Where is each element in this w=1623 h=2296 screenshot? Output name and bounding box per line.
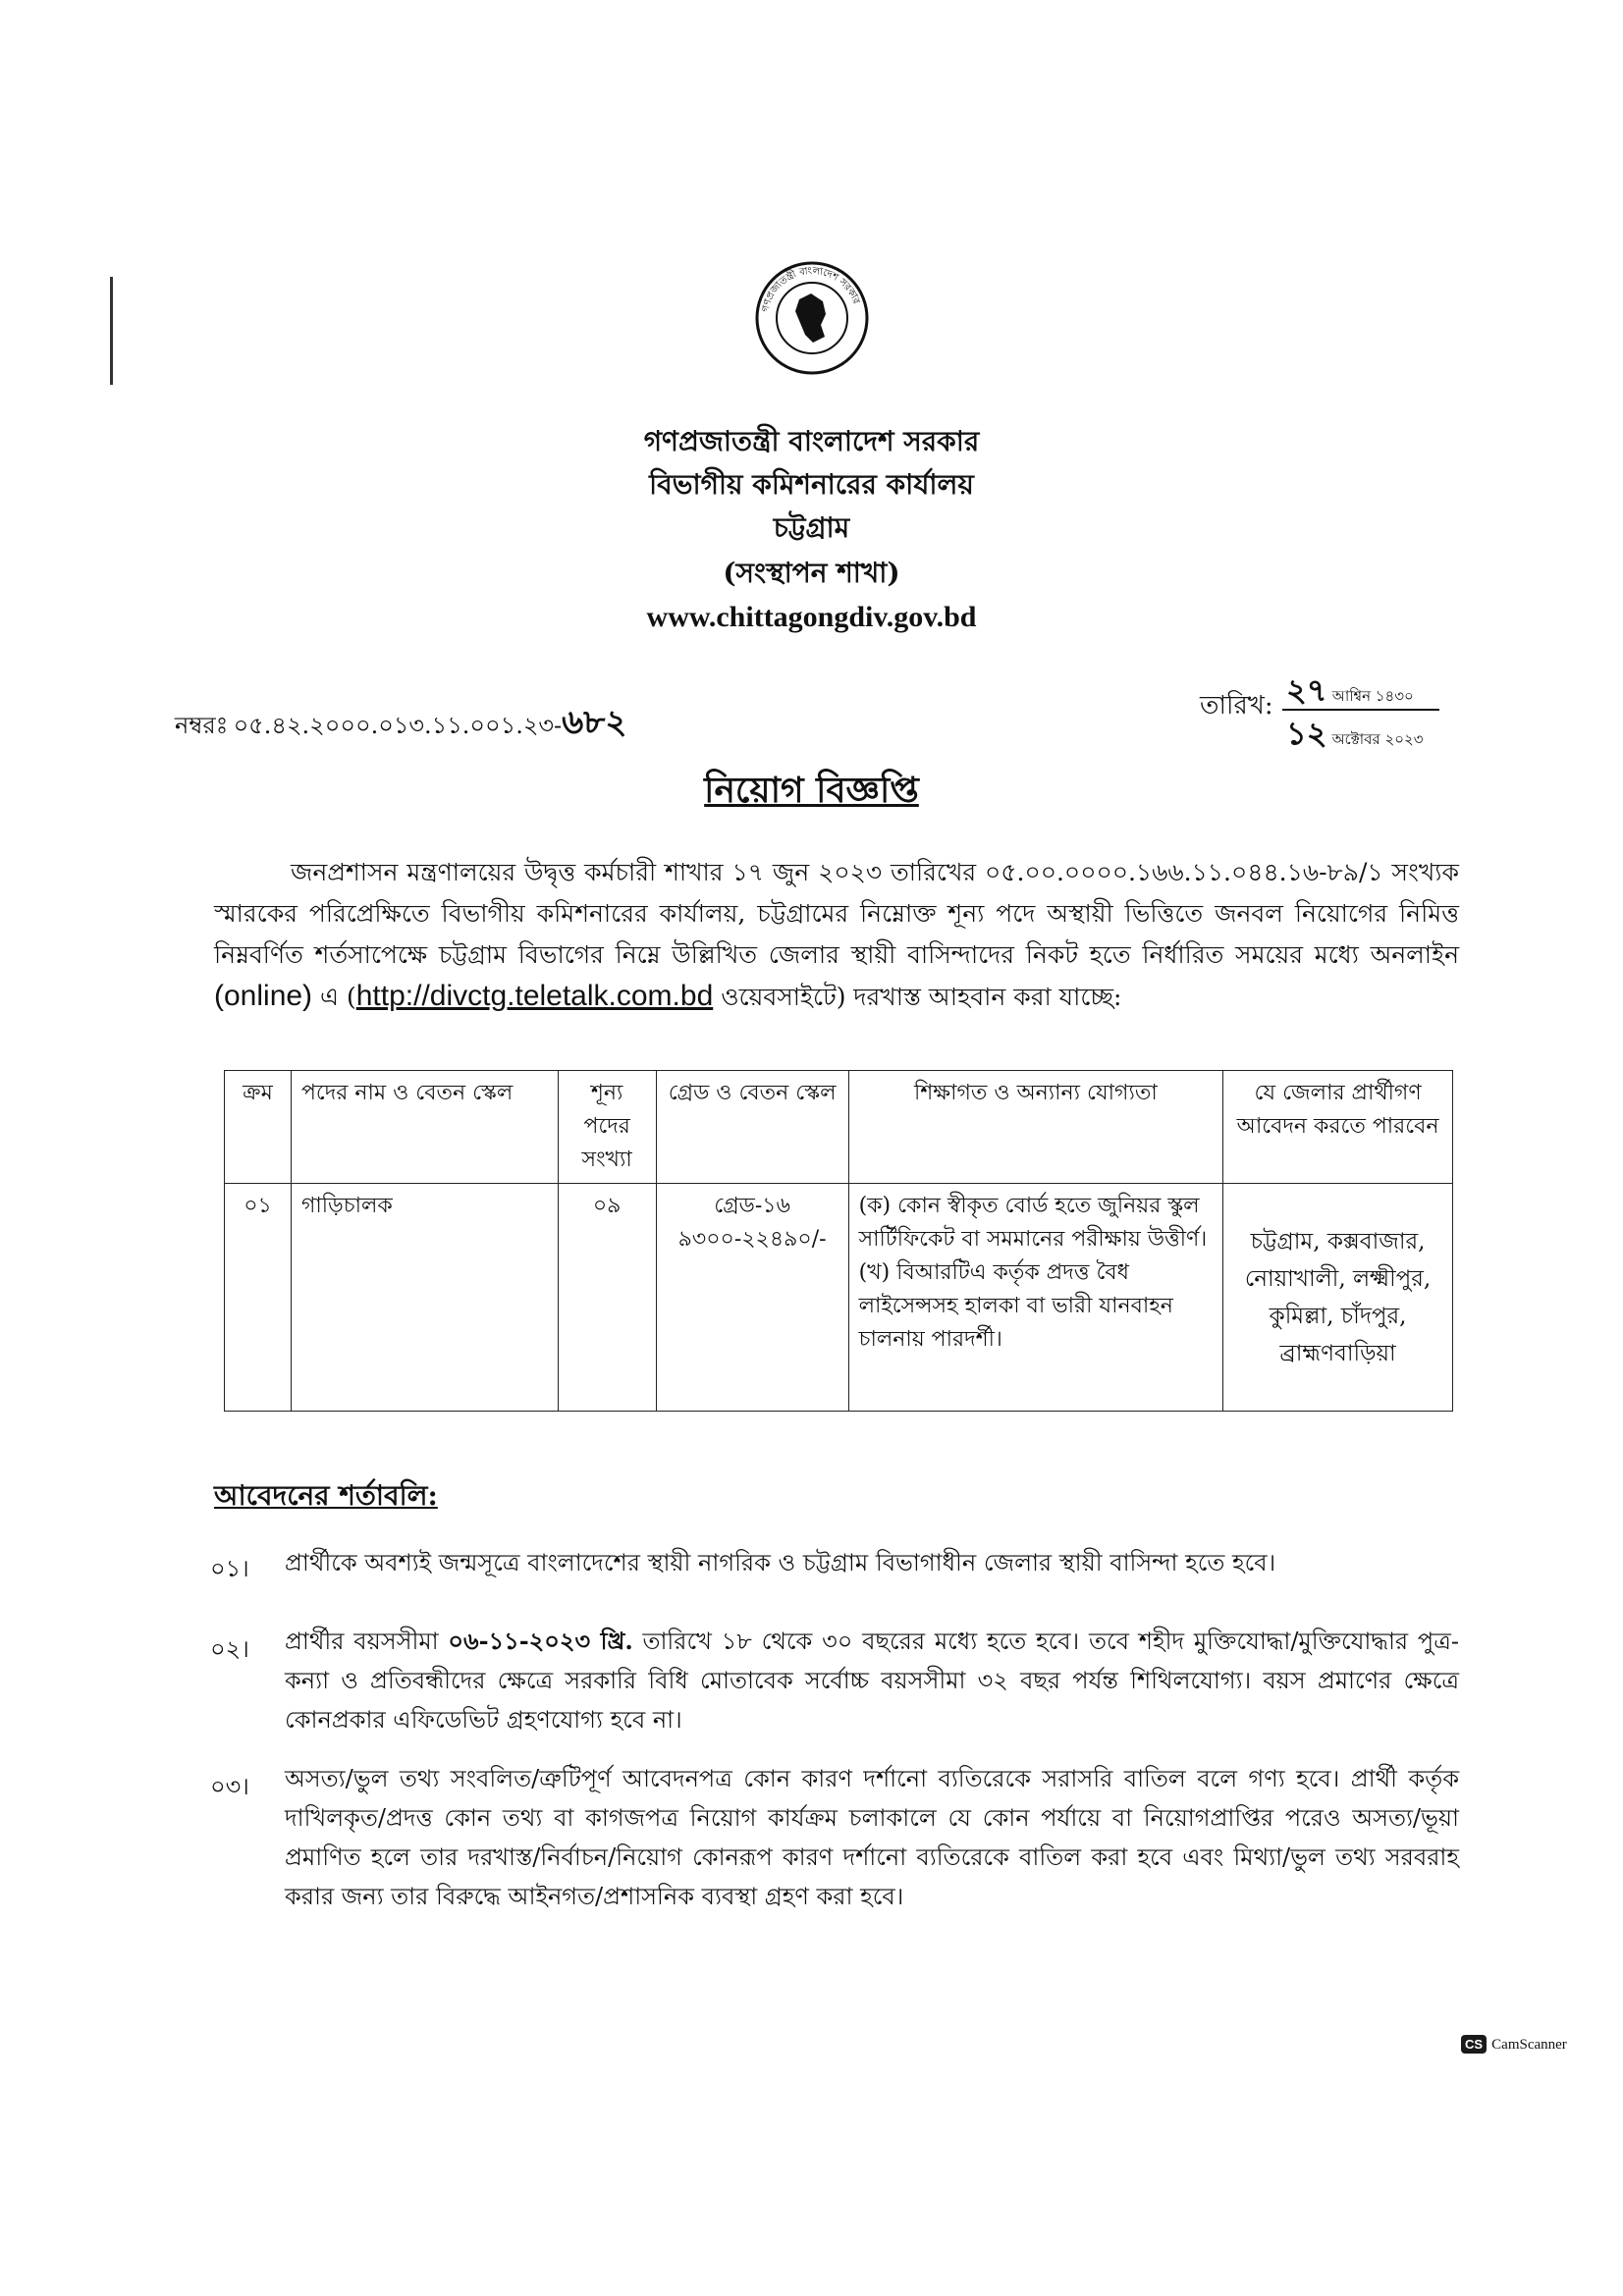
col-header-grade: গ্রেড ও বেতন স্কেল [656,1071,848,1184]
header-website: www.chittagongdiv.gov.bd [646,601,977,633]
cell-grade-value: গ্রেড-১৬ [714,1194,790,1218]
condition-2-number: ০২। [210,1635,249,1663]
cell-qualification [848,1184,1223,1412]
cell-count: ০৯ [558,1184,656,1412]
date-label: তারিখ: [1200,691,1273,721]
date-english [1286,709,1423,762]
intro-text-2: এ ( [320,983,356,1011]
condition-2-text-pre: প্রার্থীর বয়সসীমা [285,1628,439,1655]
cell-districts: চট্টগ্রাম, কক্সবাজার, নোয়াখালী, লক্ষ্মীপুর, কুমিল্লা, চাঁদপুর, ব্রাহ্মণবাড়িয়া [1223,1184,1453,1412]
application-url-link[interactable]: http://divctg.teletalk.com.bd [355,980,714,1012]
scan-edge-mark [110,277,113,385]
notice-title: নিয়োগ বিজ্ঞপ্তি [704,770,919,811]
header-city: চট্টগ্রাম [773,511,850,544]
col-header-count: শূন্য পদের সংখ্যা [558,1071,656,1184]
condition-3-number: ০৩। [210,1773,249,1800]
header-government: গণপ্রজাতন্ত্রী বাংলাদেশ সরকার [643,425,980,457]
memo-handwritten-suffix: ৬৮২ [562,703,627,742]
col-header-post: পদের নাম ও বেতন স্কেল [291,1071,558,1184]
col-header-districts: যে জেলার প্রার্থীগণ আবেদন করতে পারবেন [1223,1071,1453,1184]
condition-1-number: ০১। [210,1555,249,1582]
intro-online: (online) [214,980,313,1012]
condition-2-text [285,1622,1459,1739]
date-bangla-month-year: আশ্বিন ১৪৩০ [1331,687,1414,705]
condition-1-text: প্রার্থীকে অবশ্যই জন্মসূত্রে বাংলাদেশের স্থায়ী নাগরিক ও চট্টগ্রাম বিভাগাধীন জেলার স্থায়ী বাসিন্দা হতে হবে। [285,1549,1276,1576]
col-header-qualification: শিক্ষাগত ও অন্যান্য যোগ্যতা [848,1071,1223,1184]
memo-label: নম্বরঃ [175,712,229,739]
date-bangla-day: ২৭ [1286,671,1327,709]
government-seal-icon [754,260,870,376]
cell-pay-scale: ৯৩০০-২২৪৯০/- [677,1227,827,1252]
cell-grade [656,1184,848,1412]
header-section: (সংস্থাপন শাখা) [723,557,900,589]
header-office: বিভাগীয় কমিশনারের কার্যালয় [649,468,974,501]
camscanner-watermark [1461,2034,1567,2054]
col-header-serial: ক্রম [225,1071,292,1184]
vacancy-table [224,1070,1453,1412]
cell-post: গাড়িচালক [291,1184,558,1412]
camscanner-label: CamScanner [1491,2037,1567,2053]
conditions-heading: আবেদনের শর্তাবলি: [214,1479,438,1512]
intro-text-1: জনপ্রশাসন মন্ত্রণালয়ের উদ্বৃত্ত কর্মচারী শাখার ১৭ জুন ২০২৩ তারিখের ০৫.০০.০০০০.১৬৬.১১.০৪৪.১৬-৮৯/১ সংখ্যক স্মারকের পরিপ্রেক্ষিতে বিভাগীয় কমিশনারের কার্যালয়, চট্টগ্রামের নিম্নোক্ত শূন্য পদে অস্থায়ী ভিত্তিতে জনবল নিয়োগের নিমিত্ত নিম্নবর্ণিত শর্তসাপেক্ষে চট্টগ্রাম বিভাগের নিম্নে উল্লিখিত জেলার স্থায়ী বাসিন্দাদের নিকট হতে নির্ধারিত সময়ের মধ্যে অনলাইন [214,858,1459,969]
qualification-a: (ক) কোন স্বীকৃত বোর্ড হতে জুনিয়র স্কুল সার্টিফিকেট বা সমমানের পরীক্ষায় উত্তীর্ণ। [858,1194,1208,1252]
seal-text: গণপ্রজাতন্ত্রী বাংলাদেশ সরকার [760,265,862,313]
memo-number-value: ০৫.৪২.২০০০.০১৩.১১.০০১.২৩- [233,712,563,739]
condition-3-text: অসত্য/ভুল তথ্য সংবলিত/ত্রুটিপূর্ণ আবেদনপত্র কোন কারণ দর্শানো ব্যতিরেকে সরাসরি বাতিল বলে গণ্য হবে। প্রার্থী কর্তৃক দাখিলকৃত/প্রদত্ত কোন তথ্য বা কাগজপত্র নিয়োগ কার্যক্রম চলাকালে যে কোন পর্যায়ে বা নিয়োগপ্রাপ্তির পরেও অসত্য/ভূয়া প্রমাণিত হলে তার দরখাস্ত/নির্বাচন/নিয়োগ কোনরূপ কারণ দর্শানো ব্যতিরেকে বাতিল করা হবে এবং মিথ্যা/ভুল তথ্য সরবরাহ করার জন্য তার বিরুদ্ধে আইনগত/প্রশাসনিক ব্যবস্থা গ্রহণ করা হবে। [285,1765,1459,1910]
memo-number [175,697,626,753]
cell-serial: ০১ [225,1184,292,1412]
intro-text-3: ওয়েবসাইটে) দরখাস্ত আহবান করা যাচ্ছে: [721,983,1122,1011]
table-row [225,1184,1453,1412]
condition-2-date: ০৬-১১-২০২৩ খ্রি. [448,1627,633,1655]
condition-2-text-post: তারিখে ১৮ থেকে ৩০ বছরের মধ্যে হতে হবে। তবে শহীদ মুক্তিযোদ্ধা/মুক্তিযোদ্ধার পুত্র-কন্যা ও প্রতিবন্ধীদের ক্ষেত্রে সরকারি বিধি মোতাবেক সর্বোচ্চ বয়সসীমা ৩২ বছর পর্যন্ত শিথিলযোগ্য। বয়স প্রমাণের ক্ষেত্রে কোনপ্রকার এফিডেভিট গ্রহণযোগ্য হবে না। [285,1628,1459,1734]
table-header-row [225,1071,1453,1184]
intro-paragraph [214,852,1459,1018]
date-english-day: ১২ [1286,715,1327,752]
camscanner-logo-icon: CS [1461,2035,1487,2054]
date-english-month-year: অক্টোবর ২০২৩ [1331,730,1424,748]
qualification-b: (খ) বিআরটিএ কর্তৃক প্রদত্ত বৈধ লাইসেন্সসহ হালকা বা ভারী যানবাহন চালনায় পারদর্শী। [858,1260,1173,1352]
